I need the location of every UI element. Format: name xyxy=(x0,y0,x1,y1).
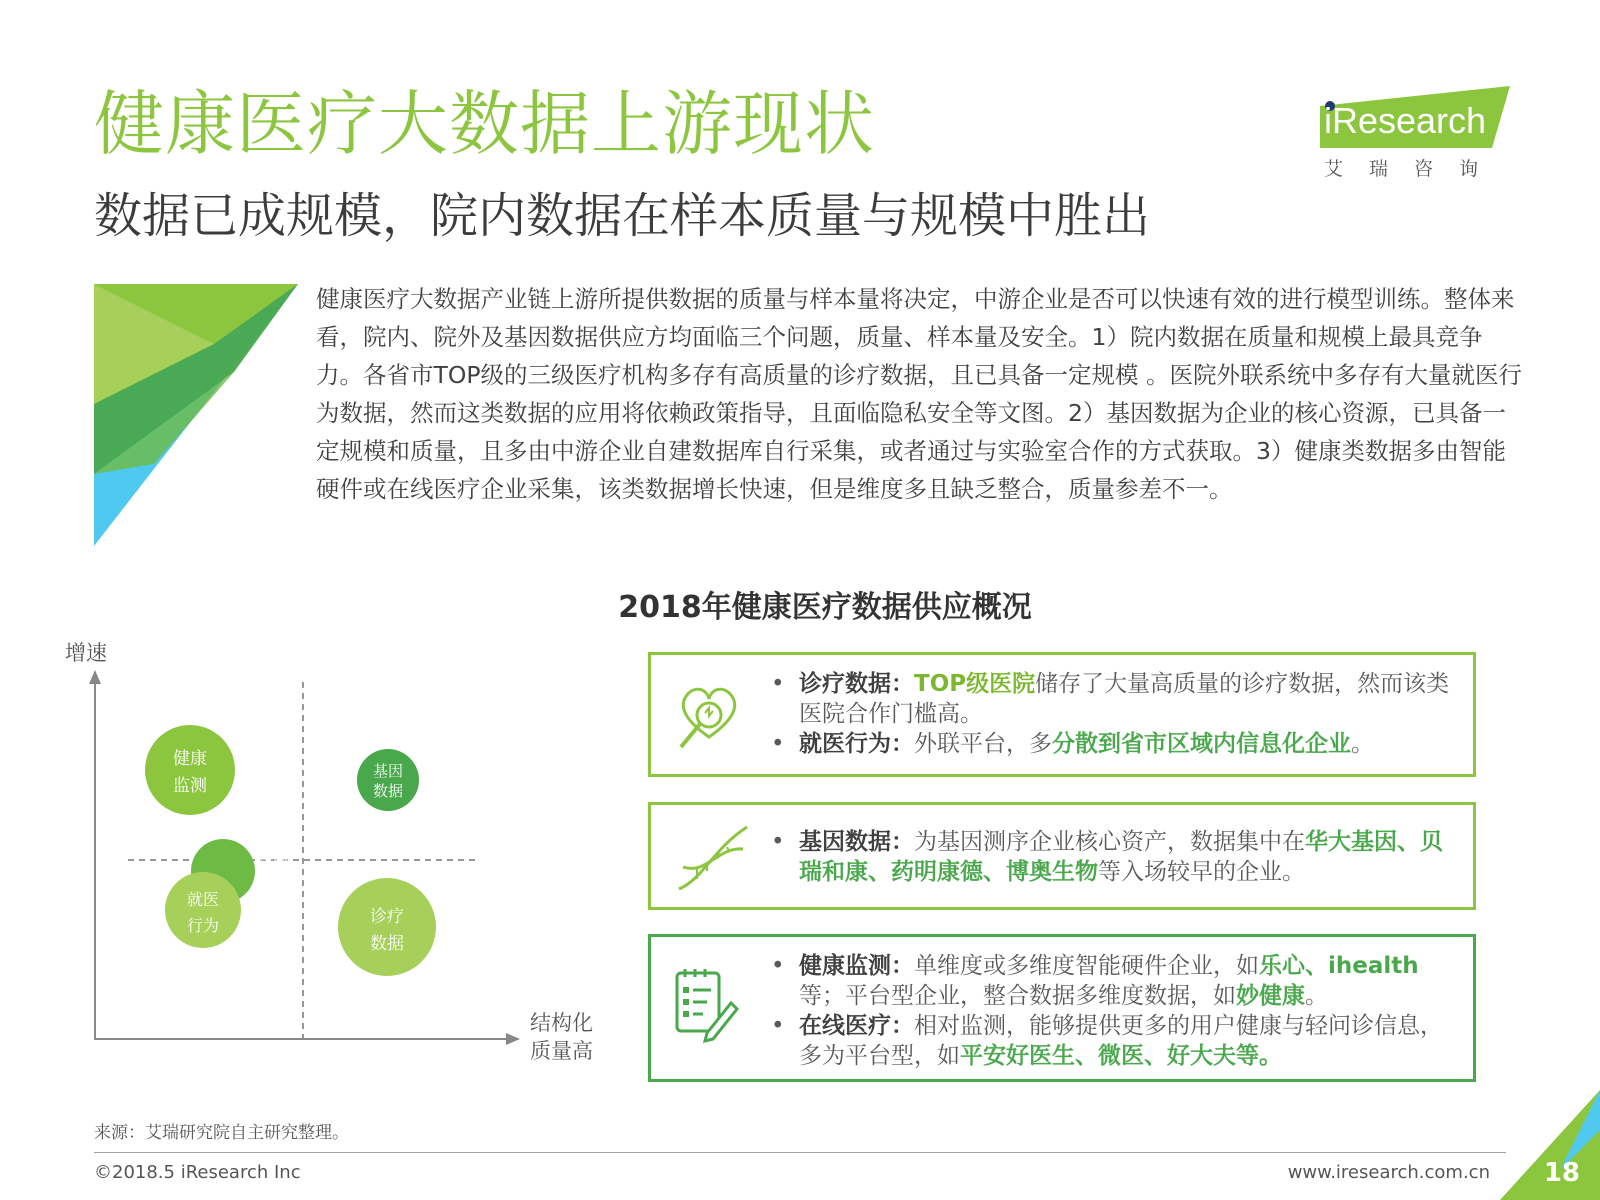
bubble-label: 数据 xyxy=(372,782,404,800)
bubble-label: 监测 xyxy=(173,776,207,796)
bullet-keyword: 诊疗数据： xyxy=(799,671,914,697)
bullet-keyword: 就医行为： xyxy=(799,731,914,757)
bubble-label: 在线 xyxy=(256,850,290,869)
bubble-label: 诊疗 xyxy=(370,907,404,927)
bullet-highlight: 平安好医生、微医、好大夫等。 xyxy=(960,1043,1282,1069)
page-title: 健康医疗大数据上游现状 xyxy=(94,83,875,165)
bubble-label: 就医 xyxy=(186,890,220,909)
page-number: 18 xyxy=(1543,1158,1580,1188)
box-bullets xyxy=(769,827,1459,887)
x-axis-label-line2: 质量高 xyxy=(530,1039,593,1060)
bullet-item xyxy=(769,1011,1459,1071)
y-axis-arrow xyxy=(89,670,101,684)
bullet-keyword: 在线医疗： xyxy=(799,1013,914,1039)
iresearch-logo xyxy=(1320,86,1520,186)
bubble-label: 医疗 xyxy=(256,877,290,896)
bullet-highlight: 分散到省市区域内信息化企业 xyxy=(1052,731,1351,757)
bullet-keyword: 健康监测： xyxy=(799,953,914,979)
bullet-highlight: 华大基因、贝瑞和康、药明康德、博奥生物 xyxy=(799,829,1443,885)
bullet-keyword: 基因数据： xyxy=(799,829,914,855)
logo-wordmark: iResearch xyxy=(1324,100,1487,141)
source-note: 来源：艾瑞研究院自主研究整理。 xyxy=(94,1123,349,1143)
bullet-highlight: 乐心、ihealth xyxy=(1259,953,1419,979)
info-box-gene-data xyxy=(648,802,1476,910)
dna-icon xyxy=(673,819,753,899)
bullet-item xyxy=(769,669,1459,729)
quadrant-diagram xyxy=(60,640,620,1060)
bullet-text: 等；平台型企业，整合数据多维度数据，如 xyxy=(799,983,1236,1009)
logo-chinese-name: 艾瑞咨询 xyxy=(1324,158,1505,180)
website-link[interactable]: www.iresearch.com.cn xyxy=(1287,1162,1490,1183)
figure-title: 2018年健康医疗数据供应概况 xyxy=(618,590,1032,625)
bubble-diagnosis-data xyxy=(338,878,436,976)
info-box-health-data xyxy=(648,934,1476,1082)
bullet-item xyxy=(769,729,1459,759)
decorative-triangle-graphic xyxy=(94,284,304,554)
bullet-text: 相对监测，能够提供更多的用户健康与轻问诊信息，多为平台型，如 xyxy=(799,1013,1443,1069)
intro-paragraph: 健康医疗大数据产业链上游所提供数据的质量与样本量将决定，中游企业是否可以快速有效的进行模型训练。整体来看，院内、院外及基因数据供应方均面临三个问题，质量、样本量及安全。1）院内数据在质量和规模上最具竞争力。各省市TOP级的三级医疗机构多存有高质量的诊疗数据，且已具备一定规模 。医院外联系统中多存有大量就医行为数据，然而这类数据的应用将依赖政策指导，且面临隐私安全等文图。2）基因数据为企业的核心资源，已具备一定规模和质量，且多由中游企业自建数据库自行采集，或者通过与实验室合作的方式获取。3）健康类数据多由智能硬件或在线医疗企业采集，该类数据增长快速，但是维度多且缺乏整合，质量参差不一。 xyxy=(316,285,1522,503)
heart-magnifier-icon xyxy=(673,675,745,755)
bubble-health-monitoring xyxy=(145,725,235,815)
bubble-label: 基因 xyxy=(372,762,404,780)
bullet-item xyxy=(769,951,1459,1011)
footer-divider xyxy=(94,1152,1506,1153)
bullet-text: 。 xyxy=(1351,731,1374,757)
x-axis-label-line1: 结构化 xyxy=(530,1011,593,1035)
bullet-highlight: 妙健康 xyxy=(1236,983,1305,1009)
x-axis-arrow xyxy=(506,1033,520,1045)
page-subtitle: 数据已成规模，院内数据在样本质量与规模中胜出 xyxy=(94,188,1151,244)
box-bullets xyxy=(769,669,1459,759)
bubble-medical-behavior xyxy=(165,872,241,948)
bullet-text: 等入场较早的企业。 xyxy=(1098,859,1305,885)
bullet-text: 。 xyxy=(1305,983,1328,1009)
bubble-label: 健康 xyxy=(173,749,207,769)
bubble-label: 行为 xyxy=(186,916,220,935)
copyright-text: ©2018.5 iResearch Inc xyxy=(94,1162,301,1183)
y-axis-label: 增速 xyxy=(65,641,107,665)
bullet-item xyxy=(769,827,1459,887)
bullet-text: 单维度或多维度智能硬件企业，如 xyxy=(914,953,1259,979)
info-box-hospital-data xyxy=(648,652,1476,777)
bubble-gene-data xyxy=(357,749,419,811)
bubble-label: 数据 xyxy=(370,934,404,954)
bullet-text: 为基因测序企业核心资产，数据集中在 xyxy=(914,829,1305,855)
bullet-text: 储存了大量高质量的诊疗数据，然而该类医院合作门槛高。 xyxy=(799,671,1450,727)
checklist-pen-icon xyxy=(673,967,743,1047)
bullet-highlight: TOP级医院 xyxy=(914,671,1036,697)
bullet-text: 外联平台，多 xyxy=(914,731,1052,757)
box-bullets xyxy=(769,951,1459,1071)
